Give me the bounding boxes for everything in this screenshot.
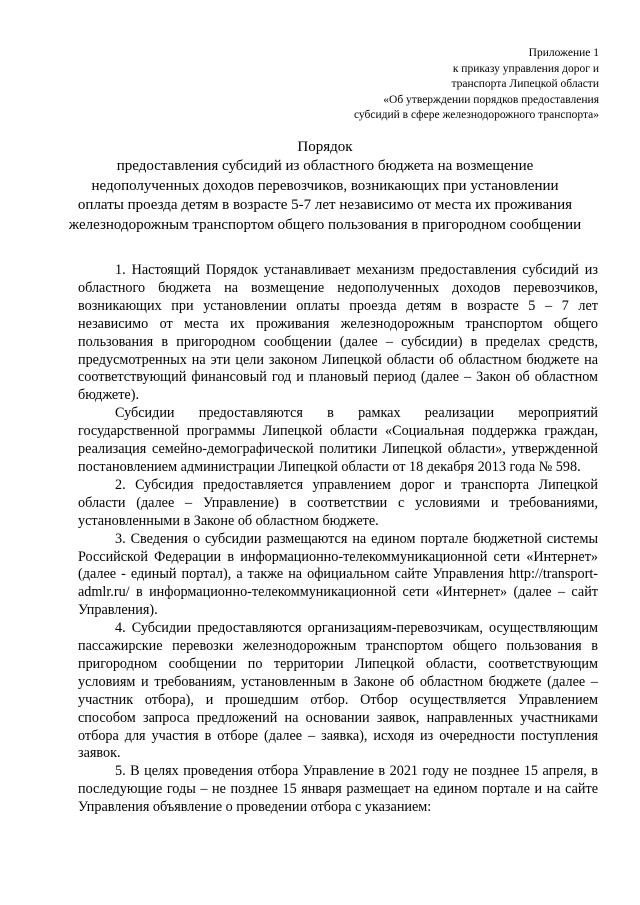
paragraph-1: 1. Настоящий Порядок устанавливает механизм предоставления субсидий из областного бюджета на возмещение недополученных доходов перевозчиков, возникающих при установлении оплаты проезда детям в возрасте 5 – 7 лет независимо от места их проживания железнодорожным транспортом общего пользования в пригородном сообщении (далее – субсидии) в пределах средств, предусмотренных на эти цели законом Липецкой области об областном бюджете на соответствующий финансовый год и плановый период (далее – Закон об областном бюджете).	[78, 262, 598, 404]
title-line: предоставления субсидий из областного бюджета на возмещение	[116, 158, 534, 175]
appendix-line: транспорта Липецкой области	[451, 78, 599, 91]
paragraph-subsidy-program: Субсидии предоставляются в рамках реализации мероприятий государственной программы Липецкой области «Социальная поддержка граждан, реализация семейно-демографической политики Липецкой области», утвержденной постановлением администрации Липецкой области от 18 декабря 2013 года № 598.	[78, 405, 598, 475]
paragraph-2: 2. Субсидия предоставляется управлением дорог и транспорта Липецкой области (далее – Управление) в соответствии с условиями и требованиями, установленными в Законе об областном бюджете.	[78, 476, 598, 529]
document-title	[60, 138, 590, 235]
paragraph-5: 5. В целях проведения отбора Управление в 2021 году не позднее 15 апреля, в последующие годы – не позднее 15 января размещает на едином портале и на сайте Управления объявление о проведении отбора с указанием:	[78, 763, 598, 816]
appendix-line: субсидий в сфере железнодорожного транспорта»	[353, 109, 599, 122]
title-line: железнодорожным транспортом общего пользования в пригородном сообщении	[68, 216, 582, 233]
paragraph-4: 4. Субсидии предоставляются организациям-перевозчикам, осуществляющим пассажирские перевозки железнодорожным транспортом общего пользования в пригородном сообщении по территории Липецкой области, соответствующим условиям и требованиям, установленным в Законе об областном бюджете (далее – участник отбора), и прошедшим отбор. Отбор осуществляется Управлением способом запроса предложений на основании заявок, направленных участниками отбора для участия в отборе (далее – заявка), исходя из очередности поступления заявок.	[78, 620, 598, 762]
title-heading: Порядок	[297, 139, 353, 155]
title-line: недополученных доходов перевозчиков, возникающих при установлении	[91, 177, 559, 194]
appendix-line: к приказу управления дорог и	[452, 62, 599, 75]
document-body	[78, 262, 598, 817]
appendix-line: Приложение 1	[528, 47, 599, 59]
paragraph-3: 3. Сведения о субсидии размещаются на едином портале бюджетной системы Российской Федерации в информационно-телекоммуникационной сети «Интернет» (далее - единый портал), а также на официальном сайте Управления http://transport-admlr.ru/ в информационно-телекоммуникационной сети «Интернет» (далее – сайт Управления).	[78, 530, 598, 619]
appendix-line: «Об утверждении порядков предоставления	[383, 93, 599, 106]
title-line: оплаты проезда детям в возрасте 5-7 лет независимо от места их проживания	[77, 197, 573, 214]
appendix-header	[279, 46, 599, 124]
